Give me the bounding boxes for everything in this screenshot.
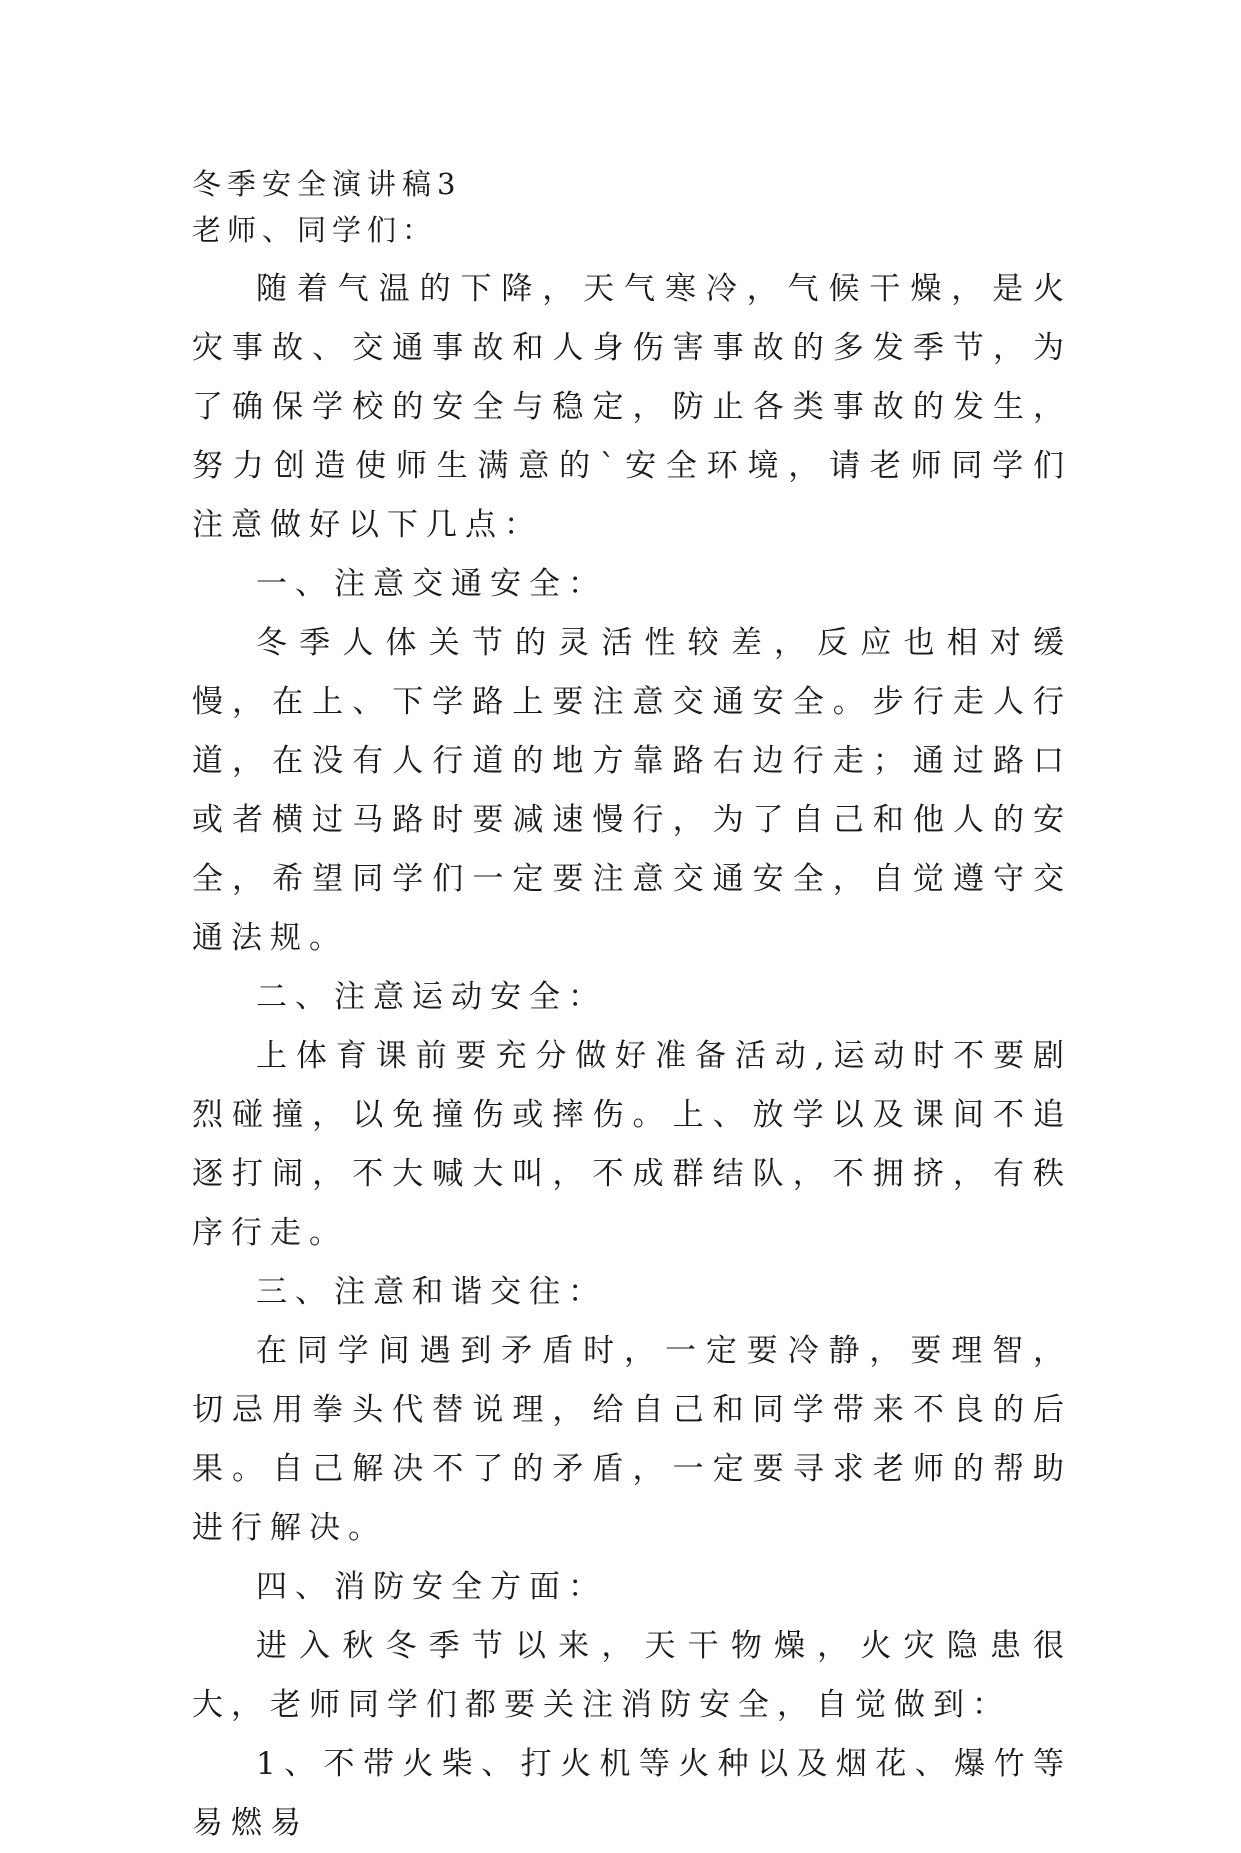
section-heading-traffic: 一、注意交通安全： [256,566,607,602]
greeting: 老师、同学们： [192,213,438,247]
section-body-sports: 上体育课前要充分做好准备活动,运动时不要剧烈碰撞，以免撞伤或摔伤。上、放学以及课间不追逐打闹，不大喊大叫，不成群结队，不拥挤，有秩序行走。 [192,1038,1072,1251]
section-heading-sports: 二、注意运动安全： [256,979,607,1015]
document-page [192,162,1072,1853]
section-heading-relations: 三、注意和谐交往： [256,1274,607,1310]
list-item-1: 1、不带火柴、打火机等火种以及烟花、爆竹等易燃易 [192,1746,1072,1841]
document-title: 冬季安全演讲稿3 [192,167,462,201]
intro-paragraph: 随着气温的下降，天气寒冷，气候干燥，是火灾事故、交通事故和人身伤害事故的多发季节，为了确保学校的安全与稳定，防止各类事故的发生，努力创造使师生满意的`安全环境，请老师同学们注意做好以下几点： [192,271,1072,543]
section-body-fire: 进入秋冬季节以来，天干物燥，火灾隐患很大，老师同学们都要关注消防安全，自觉做到： [192,1628,1072,1723]
section-body-traffic: 冬季人体关节的灵活性较差，反应也相对缓慢，在上、下学路上要注意交通安全。步行走人行道，在没有人行道的地方靠路右边行走；通过路口或者横过马路时要减速慢行，为了自己和他人的安全，希望同学们一定要注意交通安全，自觉遵守交通法规。 [192,625,1072,956]
section-body-relations: 在同学间遇到矛盾时，一定要冷静，要理智，切忌用拳头代替说理，给自己和同学带来不良的后果。自己解决不了的矛盾，一定要寻求老师的帮助进行解决。 [192,1333,1072,1546]
section-heading-fire: 四、消防安全方面： [256,1569,607,1605]
